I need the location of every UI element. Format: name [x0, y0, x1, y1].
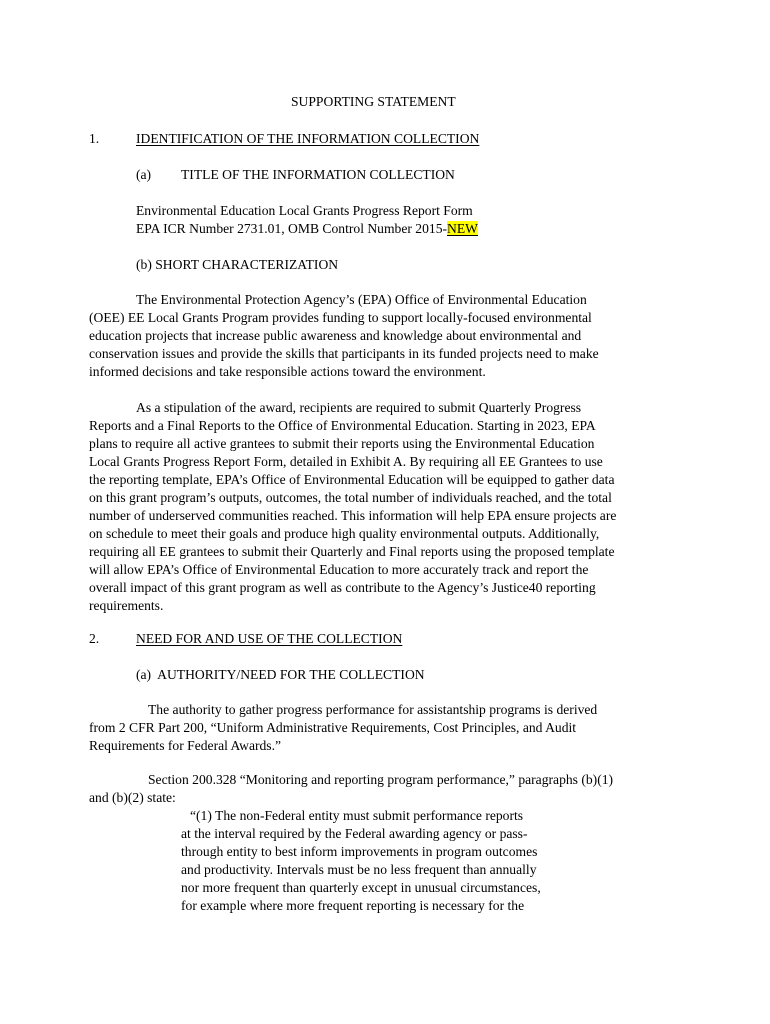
paragraph-line: overall impact of this grant program as well as contribute to the Agency’s Justice40 reporting — [89, 580, 596, 595]
paragraph-line: on schedule to meet their goals and produce high quality environmental outputs. Additionally, — [89, 526, 600, 541]
quote-line: “(1) The non-Federal entity must submit performance reports — [190, 808, 524, 823]
section-1-heading: IDENTIFICATION OF THE INFORMATION COLLECTION — [136, 131, 480, 146]
authority-heading: (a) AUTHORITY/NEED FOR THE COLLECTION — [136, 667, 425, 682]
section-2-number: 2. — [89, 631, 100, 646]
paragraph-line: plans to require all active grantees to submit their reports using the Environmental Education — [89, 436, 595, 451]
paragraph-line: education projects that increase public awareness and knowledge about environmental and — [89, 328, 582, 343]
icr-number-line — [136, 220, 478, 238]
form-name: Environmental Education Local Grants Progress Report Form — [136, 203, 473, 218]
paragraph-line: (OEE) EE Local Grants Program provides funding to support locally-focused environmental — [89, 310, 592, 325]
quote-line: through entity to best inform improvements in program outcomes — [181, 844, 538, 859]
paragraph-line: Requirements for Federal Awards.” — [89, 738, 282, 753]
paragraph-line: and (b)(2) state: — [89, 790, 176, 805]
quote-line: and productivity. Intervals must be no less frequent than annually — [181, 862, 537, 877]
characterization-paragraph-1 — [89, 291, 681, 381]
subsection-b-heading: (b) SHORT CHARACTERIZATION — [136, 257, 339, 272]
paragraph-line: on this grant program’s outputs, outcomes, the total number of individuals reached, and the total — [89, 490, 612, 505]
paragraph-line: Section 200.328 “Monitoring and reporting program performance,” paragraphs (b)(1) — [148, 772, 614, 787]
paragraph-line: Local Grants Progress Report Form, detailed in Exhibit A. By requiring all EE Grantees to use — [89, 454, 603, 469]
paragraph-line: The Environmental Protection Agency’s (EPA) Office of Environmental Education — [136, 292, 587, 307]
subsection-a-label: (a) — [136, 167, 152, 182]
document-title: SUPPORTING STATEMENT — [291, 94, 456, 109]
icr-new-highlight: NEW — [447, 221, 478, 236]
authority-paragraph — [89, 701, 649, 755]
paragraph-line: requiring all EE grantees to submit their Quarterly and Final reports using the proposed template — [89, 544, 615, 559]
paragraph-line: Reports and a Final Reports to the Office of Environmental Education. Starting in 2023, EPA — [89, 418, 596, 433]
quote-line: for example where more frequent reporting is necessary for the — [181, 898, 525, 913]
section-1-number: 1. — [89, 131, 100, 146]
paragraph-line: requirements. — [89, 598, 164, 613]
icr-number-text: EPA ICR Number 2731.01, OMB Control Number 2015- — [136, 221, 448, 236]
paragraph-line: conservation issues and provide the skills that participants in its funded projects need to make — [89, 346, 599, 361]
paragraph-line: will allow EPA’s Office of Environmental Education to more accurately track and report the — [89, 562, 589, 577]
section-2-heading: NEED FOR AND USE OF THE COLLECTION — [136, 631, 403, 646]
section-200-328-paragraph — [89, 771, 669, 807]
regulation-quote — [181, 807, 581, 915]
paragraph-line: from 2 CFR Part 200, “Uniform Administrative Requirements, Cost Principles, and Audit — [89, 720, 577, 735]
paragraph-line: the reporting template, EPA’s Office of Environmental Education will be equipped to gather data — [89, 472, 615, 487]
subsection-a-heading: TITLE OF THE INFORMATION COLLECTION — [181, 167, 455, 182]
quote-line: nor more frequent than quarterly except in unusual circumstances, — [181, 880, 541, 895]
quote-line: at the interval required by the Federal awarding agency or pass- — [181, 826, 528, 841]
characterization-paragraph-2 — [89, 399, 681, 615]
paragraph-line: As a stipulation of the award, recipients are required to submit Quarterly Progress — [136, 400, 582, 415]
paragraph-line: informed decisions and take responsible actions toward the environment. — [89, 364, 486, 379]
paragraph-line: number of underserved communities reached. This information will help EPA ensure projects are — [89, 508, 617, 523]
paragraph-line: The authority to gather progress performance for assistantship programs is derived — [148, 702, 598, 717]
